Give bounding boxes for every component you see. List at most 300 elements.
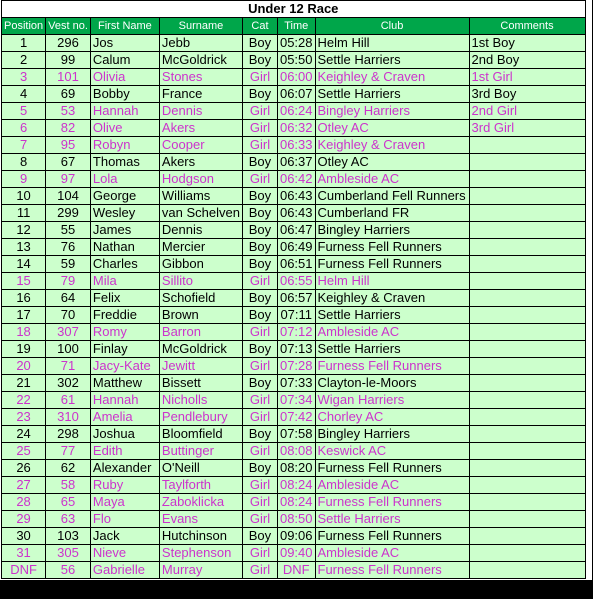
surname-cell[interactable]: Bloomfield (159, 426, 242, 443)
cat-cell[interactable]: Boy (242, 341, 277, 358)
vest-no-cell[interactable]: 104 (46, 188, 91, 205)
club-cell[interactable]: Ambleside AC (315, 171, 469, 188)
first-name-cell[interactable]: Joshua (90, 426, 159, 443)
surname-cell[interactable]: Sillito (159, 273, 242, 290)
cat-cell[interactable]: Girl (242, 273, 277, 290)
vest-no-cell[interactable]: 59 (46, 256, 91, 273)
position-cell[interactable]: 20 (2, 358, 46, 375)
time-cell[interactable]: 06:51 (277, 256, 315, 273)
vest-no-cell[interactable]: 99 (46, 52, 91, 69)
cat-cell[interactable]: Girl (242, 392, 277, 409)
time-cell[interactable]: 07:28 (277, 358, 315, 375)
time-cell[interactable]: 08:24 (277, 477, 315, 494)
header-position[interactable]: Position (2, 18, 46, 35)
surname-cell[interactable]: France (159, 86, 242, 103)
first-name-cell[interactable]: Thomas (90, 154, 159, 171)
vest-no-cell[interactable]: 67 (46, 154, 91, 171)
first-name-cell[interactable]: Olivia (90, 69, 159, 86)
time-cell[interactable]: 08:50 (277, 511, 315, 528)
time-cell[interactable]: 06:33 (277, 137, 315, 154)
comments-cell[interactable] (469, 375, 585, 392)
position-cell[interactable]: 14 (2, 256, 46, 273)
table-row (2, 477, 586, 494)
time-cell[interactable]: 07:34 (277, 392, 315, 409)
time-cell[interactable]: 07:12 (277, 324, 315, 341)
position-cell[interactable]: 5 (2, 103, 46, 120)
table-row (2, 222, 586, 239)
table-row (2, 511, 586, 528)
vest-no-cell[interactable]: 296 (46, 35, 91, 52)
results-table (1, 0, 586, 579)
table-row (2, 375, 586, 392)
table-row (2, 460, 586, 477)
club-cell[interactable]: Chorley AC (315, 409, 469, 426)
vest-no-cell[interactable]: 77 (46, 443, 91, 460)
club-cell[interactable]: Furness Fell Runners (315, 256, 469, 273)
comments-cell[interactable] (469, 290, 585, 307)
comments-cell[interactable]: 3rd Girl (469, 120, 585, 137)
position-cell[interactable]: 9 (2, 171, 46, 188)
surname-cell[interactable]: Brown (159, 307, 242, 324)
table-row (2, 69, 586, 86)
club-cell[interactable]: Bingley Harriers (315, 426, 469, 443)
vest-no-cell[interactable]: 305 (46, 545, 91, 562)
surname-cell[interactable]: Schofield (159, 290, 242, 307)
comments-cell[interactable] (469, 341, 585, 358)
position-cell[interactable]: 24 (2, 426, 46, 443)
first-name-cell[interactable]: James (90, 222, 159, 239)
table-row (2, 528, 586, 545)
position-cell[interactable]: 23 (2, 409, 46, 426)
first-name-cell[interactable]: Freddie (90, 307, 159, 324)
table-row (2, 239, 586, 256)
position-cell[interactable]: 8 (2, 154, 46, 171)
position-cell[interactable]: 26 (2, 460, 46, 477)
club-cell[interactable]: Bingley Harriers (315, 222, 469, 239)
comments-cell[interactable]: 3rd Boy (469, 86, 585, 103)
table-row (2, 443, 586, 460)
position-cell[interactable]: 22 (2, 392, 46, 409)
surname-cell[interactable]: Akers (159, 154, 242, 171)
time-cell[interactable]: 06:42 (277, 171, 315, 188)
vest-no-cell[interactable]: 101 (46, 69, 91, 86)
table-row (2, 324, 586, 341)
first-name-cell[interactable]: Romy (90, 324, 159, 341)
table-row (2, 290, 586, 307)
cat-cell[interactable]: Girl (242, 358, 277, 375)
comments-cell[interactable] (469, 562, 585, 579)
vest-no-cell[interactable]: 62 (46, 460, 91, 477)
comments-cell[interactable] (469, 511, 585, 528)
first-name-cell[interactable]: Jacy-Kate (90, 358, 159, 375)
vest-no-cell[interactable]: 58 (46, 477, 91, 494)
cat-cell[interactable]: Girl (242, 494, 277, 511)
time-cell[interactable]: 06:07 (277, 86, 315, 103)
time-cell[interactable]: 06:43 (277, 188, 315, 205)
comments-cell[interactable] (469, 256, 585, 273)
table-row (2, 409, 586, 426)
cat-cell[interactable]: Boy (242, 35, 277, 52)
table-row (2, 562, 586, 579)
position-cell[interactable]: 21 (2, 375, 46, 392)
position-cell[interactable]: DNF (2, 562, 46, 579)
surname-cell[interactable]: Williams (159, 188, 242, 205)
position-cell[interactable]: 7 (2, 137, 46, 154)
club-cell[interactable]: Ambleside AC (315, 324, 469, 341)
comments-cell[interactable] (469, 426, 585, 443)
surname-cell[interactable]: Barron (159, 324, 242, 341)
cat-cell[interactable]: Girl (242, 137, 277, 154)
vest-no-cell[interactable]: 76 (46, 239, 91, 256)
position-cell[interactable]: 15 (2, 273, 46, 290)
comments-cell[interactable] (469, 222, 585, 239)
time-cell[interactable]: 06:32 (277, 120, 315, 137)
comments-cell[interactable] (469, 188, 585, 205)
comments-cell[interactable] (469, 171, 585, 188)
table-row (2, 137, 586, 154)
table-row (2, 273, 586, 290)
cat-cell[interactable]: Boy (242, 239, 277, 256)
position-cell[interactable]: 27 (2, 477, 46, 494)
position-cell[interactable]: 13 (2, 239, 46, 256)
first-name-cell[interactable]: Jos (90, 35, 159, 52)
table-row (2, 205, 586, 222)
cat-cell[interactable]: Boy (242, 256, 277, 273)
vest-no-cell[interactable]: 310 (46, 409, 91, 426)
club-cell[interactable]: Settle Harriers (315, 86, 469, 103)
time-cell[interactable]: 07:58 (277, 426, 315, 443)
table-row (2, 52, 586, 69)
comments-cell[interactable] (469, 137, 585, 154)
cat-cell[interactable]: Girl (242, 324, 277, 341)
position-cell[interactable]: 17 (2, 307, 46, 324)
first-name-cell[interactable]: Flo (90, 511, 159, 528)
surname-cell[interactable]: Akers (159, 120, 242, 137)
vest-no-cell[interactable]: 95 (46, 137, 91, 154)
cat-cell[interactable]: Girl (242, 545, 277, 562)
club-cell[interactable]: Otley AC (315, 120, 469, 137)
position-cell[interactable]: 6 (2, 120, 46, 137)
table-row (2, 494, 586, 511)
cat-cell[interactable]: Girl (242, 103, 277, 120)
vest-no-cell[interactable]: 69 (46, 86, 91, 103)
time-cell[interactable]: 06:24 (277, 103, 315, 120)
position-cell[interactable]: 2 (2, 52, 46, 69)
cat-cell[interactable]: Girl (242, 562, 277, 579)
comments-cell[interactable] (469, 477, 585, 494)
position-cell[interactable]: 30 (2, 528, 46, 545)
header-time[interactable]: Time (277, 18, 315, 35)
cat-cell[interactable]: Boy (242, 375, 277, 392)
surname-cell[interactable]: Stones (159, 69, 242, 86)
surname-cell[interactable]: Taylforth (159, 477, 242, 494)
table-row (2, 86, 586, 103)
time-cell[interactable]: 06:57 (277, 290, 315, 307)
club-cell[interactable]: Furness Fell Runners (315, 358, 469, 375)
comments-cell[interactable] (469, 443, 585, 460)
comments-cell[interactable]: 2nd Boy (469, 52, 585, 69)
first-name-cell[interactable]: Calum (90, 52, 159, 69)
position-cell[interactable]: 28 (2, 494, 46, 511)
first-name-cell[interactable]: Jack (90, 528, 159, 545)
time-cell[interactable]: 06:55 (277, 273, 315, 290)
vest-no-cell[interactable]: 298 (46, 426, 91, 443)
comments-cell[interactable] (469, 392, 585, 409)
cat-cell[interactable]: Boy (242, 188, 277, 205)
surname-cell[interactable]: Pendlebury (159, 409, 242, 426)
time-cell[interactable]: 06:49 (277, 239, 315, 256)
time-cell[interactable]: DNF (277, 562, 315, 579)
vest-no-cell[interactable]: 97 (46, 171, 91, 188)
vest-no-cell[interactable]: 71 (46, 358, 91, 375)
club-cell[interactable]: Settle Harriers (315, 307, 469, 324)
surname-cell[interactable]: Hutchinson (159, 528, 242, 545)
first-name-cell[interactable]: Bobby (90, 86, 159, 103)
comments-cell[interactable] (469, 205, 585, 222)
first-name-cell[interactable]: Edith (90, 443, 159, 460)
first-name-cell[interactable]: Robyn (90, 137, 159, 154)
time-cell[interactable]: 06:47 (277, 222, 315, 239)
club-cell[interactable]: Wigan Harriers (315, 392, 469, 409)
cat-cell[interactable]: Boy (242, 307, 277, 324)
surname-cell[interactable]: Jewitt (159, 358, 242, 375)
header-surname[interactable]: Surname (159, 18, 242, 35)
surname-cell[interactable]: Buttinger (159, 443, 242, 460)
comments-cell[interactable] (469, 307, 585, 324)
first-name-cell[interactable]: Lola (90, 171, 159, 188)
time-cell[interactable]: 09:40 (277, 545, 315, 562)
club-cell[interactable]: Cumberland FR (315, 205, 469, 222)
club-cell[interactable]: Ambleside AC (315, 545, 469, 562)
header-comments[interactable]: Comments (469, 18, 585, 35)
cat-cell[interactable]: Boy (242, 52, 277, 69)
time-cell[interactable]: 06:37 (277, 154, 315, 171)
club-cell[interactable]: Keswick AC (315, 443, 469, 460)
first-name-cell[interactable]: Alexander (90, 460, 159, 477)
club-cell[interactable]: Keighley & Craven (315, 137, 469, 154)
first-name-cell[interactable]: Mila (90, 273, 159, 290)
first-name-cell[interactable]: Wesley (90, 205, 159, 222)
cat-cell[interactable]: Girl (242, 69, 277, 86)
cat-cell[interactable]: Girl (242, 120, 277, 137)
club-cell[interactable]: Otley AC (315, 154, 469, 171)
surname-cell[interactable]: McGoldrick (159, 341, 242, 358)
surname-cell[interactable]: Bissett (159, 375, 242, 392)
club-cell[interactable]: Settle Harriers (315, 341, 469, 358)
comments-cell[interactable] (469, 528, 585, 545)
table-row (2, 103, 586, 120)
cat-cell[interactable]: Girl (242, 443, 277, 460)
cat-cell[interactable]: Girl (242, 409, 277, 426)
cat-cell[interactable]: Boy (242, 290, 277, 307)
club-cell[interactable]: Helm Hill (315, 273, 469, 290)
comments-cell[interactable] (469, 154, 585, 171)
first-name-cell[interactable]: Finlay (90, 341, 159, 358)
first-name-cell[interactable]: Maya (90, 494, 159, 511)
surname-cell[interactable]: McGoldrick (159, 52, 242, 69)
table-row (2, 307, 586, 324)
position-cell[interactable]: 3 (2, 69, 46, 86)
table-row (2, 392, 586, 409)
vest-no-cell[interactable]: 63 (46, 511, 91, 528)
first-name-cell[interactable]: Hannah (90, 103, 159, 120)
vest-no-cell[interactable]: 55 (46, 222, 91, 239)
table-row (2, 341, 586, 358)
position-cell[interactable]: 29 (2, 511, 46, 528)
surname-cell[interactable]: Nicholls (159, 392, 242, 409)
header-vest-no[interactable]: Vest no. (46, 18, 91, 35)
comments-cell[interactable]: 2nd Girl (469, 103, 585, 120)
surname-cell[interactable]: Jebb (159, 35, 242, 52)
time-cell[interactable]: 06:00 (277, 69, 315, 86)
time-cell[interactable]: 08:24 (277, 494, 315, 511)
table-row (2, 256, 586, 273)
time-cell[interactable]: 05:28 (277, 35, 315, 52)
club-cell[interactable]: Helm Hill (315, 35, 469, 52)
surname-cell[interactable]: O'Neill (159, 460, 242, 477)
vest-no-cell[interactable]: 100 (46, 341, 91, 358)
race-title: Under 12 Race (2, 1, 586, 18)
header-cat[interactable]: Cat (242, 18, 277, 35)
position-cell[interactable]: 25 (2, 443, 46, 460)
club-cell[interactable]: Ambleside AC (315, 477, 469, 494)
vest-no-cell[interactable]: 299 (46, 205, 91, 222)
table-row (2, 120, 586, 137)
cat-cell[interactable]: Boy (242, 222, 277, 239)
vest-no-cell[interactable]: 302 (46, 375, 91, 392)
cat-cell[interactable]: Girl (242, 477, 277, 494)
club-cell[interactable]: Cumberland Fell Runners (315, 188, 469, 205)
vest-no-cell[interactable]: 64 (46, 290, 91, 307)
title-row (2, 1, 586, 18)
comments-cell[interactable] (469, 239, 585, 256)
comments-cell[interactable] (469, 494, 585, 511)
position-cell[interactable]: 4 (2, 86, 46, 103)
time-cell[interactable]: 08:08 (277, 443, 315, 460)
comments-cell[interactable]: 1st Girl (469, 69, 585, 86)
position-cell[interactable]: 10 (2, 188, 46, 205)
table-row (2, 426, 586, 443)
surname-cell[interactable]: Stephenson (159, 545, 242, 562)
club-cell[interactable]: Clayton-le-Moors (315, 375, 469, 392)
first-name-cell[interactable]: Nieve (90, 545, 159, 562)
comments-cell[interactable] (469, 324, 585, 341)
surname-cell[interactable]: Murray (159, 562, 242, 579)
surname-cell[interactable]: Cooper (159, 137, 242, 154)
position-cell[interactable]: 31 (2, 545, 46, 562)
header-row (2, 18, 586, 35)
club-cell[interactable]: Furness Fell Runners (315, 562, 469, 579)
header-first-name[interactable]: First Name (90, 18, 159, 35)
first-name-cell[interactable]: Hannah (90, 392, 159, 409)
club-cell[interactable]: Bingley Harriers (315, 103, 469, 120)
club-cell[interactable]: Furness Fell Runners (315, 528, 469, 545)
header-club[interactable]: Club (315, 18, 469, 35)
first-name-cell[interactable]: Charles (90, 256, 159, 273)
comments-cell[interactable] (469, 273, 585, 290)
first-name-cell[interactable]: Amelia (90, 409, 159, 426)
time-cell[interactable]: 07:13 (277, 341, 315, 358)
bottom-black-bar (0, 580, 593, 599)
vest-no-cell[interactable]: 79 (46, 273, 91, 290)
cat-cell[interactable]: Boy (242, 154, 277, 171)
club-cell[interactable]: Furness Fell Runners (315, 494, 469, 511)
comments-cell[interactable] (469, 358, 585, 375)
time-cell[interactable]: 07:42 (277, 409, 315, 426)
position-cell[interactable]: 11 (2, 205, 46, 222)
cat-cell[interactable]: Boy (242, 426, 277, 443)
table-row (2, 358, 586, 375)
position-cell[interactable]: 19 (2, 341, 46, 358)
time-cell[interactable]: 05:50 (277, 52, 315, 69)
comments-cell[interactable]: 1st Boy (469, 35, 585, 52)
cat-cell[interactable]: Girl (242, 171, 277, 188)
surname-cell[interactable]: Zaboklicka (159, 494, 242, 511)
club-cell[interactable]: Furness Fell Runners (315, 460, 469, 477)
club-cell[interactable]: Keighley & Craven (315, 290, 469, 307)
cat-cell[interactable]: Boy (242, 86, 277, 103)
table-row (2, 545, 586, 562)
cat-cell[interactable]: Boy (242, 205, 277, 222)
club-cell[interactable]: Keighley & Craven (315, 69, 469, 86)
surname-cell[interactable]: Gibbon (159, 256, 242, 273)
time-cell[interactable]: 09:06 (277, 528, 315, 545)
surname-cell[interactable]: Hodgson (159, 171, 242, 188)
position-cell[interactable]: 18 (2, 324, 46, 341)
vest-no-cell[interactable]: 56 (46, 562, 91, 579)
surname-cell[interactable]: Dennis (159, 103, 242, 120)
table-row (2, 188, 586, 205)
vest-no-cell[interactable]: 307 (46, 324, 91, 341)
cat-cell[interactable]: Boy (242, 460, 277, 477)
first-name-cell[interactable]: Matthew (90, 375, 159, 392)
surname-cell[interactable]: Mercier (159, 239, 242, 256)
table-row (2, 35, 586, 52)
cat-cell[interactable]: Boy (242, 528, 277, 545)
vest-no-cell[interactable]: 82 (46, 120, 91, 137)
position-cell[interactable]: 1 (2, 35, 46, 52)
comments-cell[interactable] (469, 409, 585, 426)
vest-no-cell[interactable]: 61 (46, 392, 91, 409)
first-name-cell[interactable]: Nathan (90, 239, 159, 256)
time-cell[interactable]: 08:20 (277, 460, 315, 477)
club-cell[interactable]: Furness Fell Runners (315, 239, 469, 256)
table-row (2, 171, 586, 188)
club-cell[interactable]: Settle Harriers (315, 52, 469, 69)
first-name-cell[interactable]: Ruby (90, 477, 159, 494)
position-cell[interactable]: 16 (2, 290, 46, 307)
comments-cell[interactable] (469, 460, 585, 477)
time-cell[interactable]: 07:11 (277, 307, 315, 324)
vest-no-cell[interactable]: 103 (46, 528, 91, 545)
position-cell[interactable]: 12 (2, 222, 46, 239)
vest-no-cell[interactable]: 65 (46, 494, 91, 511)
first-name-cell[interactable]: Olive (90, 120, 159, 137)
time-cell[interactable]: 07:33 (277, 375, 315, 392)
time-cell[interactable]: 06:43 (277, 205, 315, 222)
first-name-cell[interactable]: Felix (90, 290, 159, 307)
club-cell[interactable]: Settle Harriers (315, 511, 469, 528)
surname-cell[interactable]: Evans (159, 511, 242, 528)
surname-cell[interactable]: Dennis (159, 222, 242, 239)
surname-cell[interactable]: van Schelven (159, 205, 242, 222)
first-name-cell[interactable]: George (90, 188, 159, 205)
cat-cell[interactable]: Girl (242, 511, 277, 528)
first-name-cell[interactable]: Gabrielle (90, 562, 159, 579)
vest-no-cell[interactable]: 70 (46, 307, 91, 324)
comments-cell[interactable] (469, 545, 585, 562)
vest-no-cell[interactable]: 53 (46, 103, 91, 120)
